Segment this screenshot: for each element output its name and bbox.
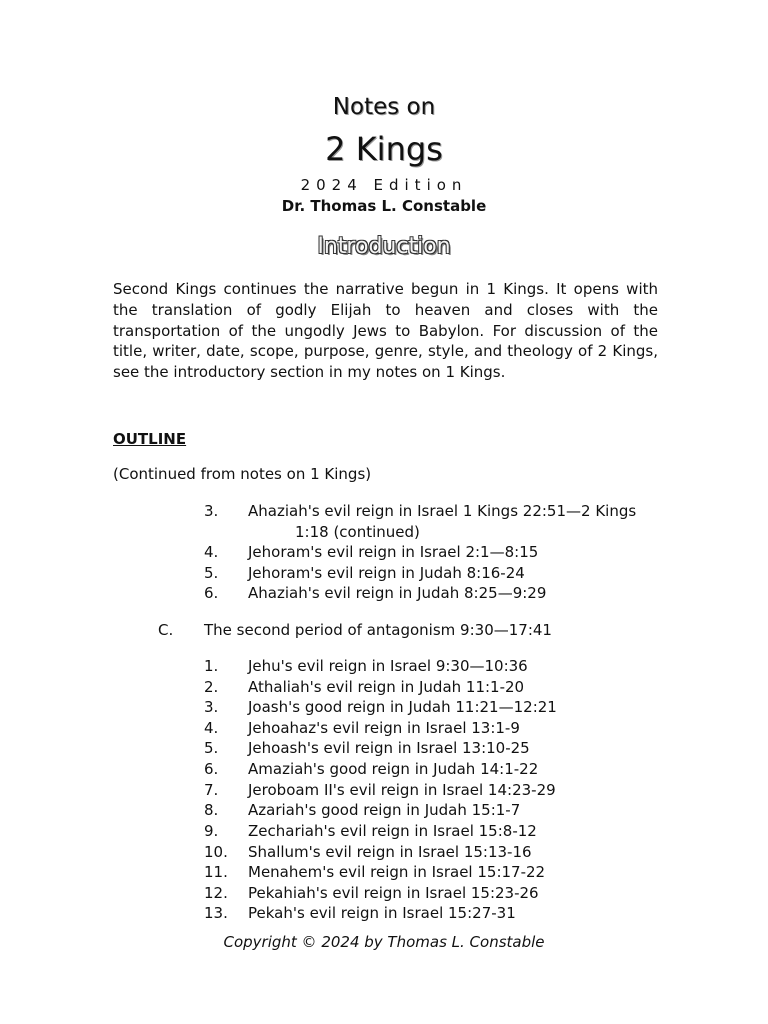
outline-item-number: 1. — [204, 657, 219, 675]
outline-item-text: Pekahiah's evil reign in Israel 15:23-26 — [248, 884, 539, 902]
notes-on-heading: Notes on — [332, 94, 436, 120]
edition-label: 2024 Edition — [300, 176, 468, 194]
outline-heading: OUTLINE — [113, 430, 187, 448]
outline-item — [204, 697, 659, 718]
outline-item-number: 11. — [204, 863, 228, 881]
outline-item — [204, 800, 659, 821]
outline-section-text: The second period of antagonism 9:30—17:41 — [204, 621, 552, 639]
outline-item-text: Jehoash's evil reign in Israel 13:10-25 — [248, 739, 530, 757]
outline-item — [204, 780, 659, 801]
outline-item-text — [248, 501, 659, 542]
outline-item-number: 4. — [204, 719, 219, 737]
outline-item-number: 3. — [204, 698, 219, 716]
outline-item-text: Amaziah's good reign in Judah 14:1-22 — [248, 760, 539, 778]
outline-item-number: 12. — [204, 884, 228, 902]
outline-item — [204, 738, 659, 759]
outline-item — [204, 821, 659, 842]
outline-item — [204, 903, 659, 924]
outline-item-text: Jehu's evil reign in Israel 9:30—10:36 — [248, 657, 528, 675]
outline-item-number: 3. — [204, 502, 219, 520]
outline-item-number: 7. — [204, 781, 219, 799]
outline-item-text: Menahem's evil reign in Israel 15:17-22 — [248, 863, 546, 881]
copyright-footer: Copyright © 2024 by Thomas L. Constable — [223, 933, 545, 951]
outline-item — [204, 563, 659, 584]
outline-item — [204, 883, 659, 904]
outline-item-text: Ahaziah's evil reign in Judah 8:25—9:29 — [248, 584, 547, 602]
outline-item-text: Pekah's evil reign in Israel 15:27-31 — [248, 904, 516, 922]
outline-item-text: Azariah's good reign in Judah 15:1-7 — [248, 801, 521, 819]
outline-item — [204, 718, 659, 739]
outline-item-text: Joash's good reign in Judah 11:21—12:21 — [248, 698, 557, 716]
introduction-paragraph: Second Kings continues the narrative begun in 1 Kings. It opens with the translation of godly Elijah to heaven and closes with the transportation of the ungodly Jews to Babylon. For discussion of the title, writer, date, scope, purpose, genre, style, and theology of 2 Kings, see the introductory section in my notes on 1 Kings. — [113, 280, 658, 382]
outline-item — [204, 759, 659, 780]
outline-item — [204, 501, 659, 543]
outline-item-number: 8. — [204, 801, 219, 819]
outline-item-text: Zechariah's evil reign in Israel 15:8-12 — [248, 822, 537, 840]
continued-note: (Continued from notes on 1 Kings) — [113, 465, 372, 483]
outline-item-text: Shallum's evil reign in Israel 15:13-16 — [248, 843, 532, 861]
outline-item-text: Jehoram's evil reign in Israel 2:1—8:15 — [248, 543, 539, 561]
outline-item-text-line1: Ahaziah's evil reign in Israel 1 Kings 22:51—2 Kings — [248, 502, 637, 520]
introduction-heading: Introduction — [317, 234, 451, 259]
outline-item — [204, 862, 659, 883]
outline-item-number: 10. — [204, 843, 228, 861]
outline-section-letter: C. — [158, 621, 174, 639]
outline-item — [204, 656, 659, 677]
outline-item-number: 4. — [204, 543, 219, 561]
outline-item-text: Athaliah's evil reign in Judah 11:1-20 — [248, 678, 525, 696]
outline-item-number: 6. — [204, 584, 219, 602]
outline-item — [204, 677, 659, 698]
outline-item-number: 2. — [204, 678, 219, 696]
outline-item-text: Jehoram's evil reign in Judah 8:16-24 — [248, 564, 525, 582]
outline-item-text-continued: 1:18 (continued) — [295, 522, 420, 541]
outline-item-number: 5. — [204, 739, 219, 757]
outline-item-number: 5. — [204, 564, 219, 582]
outline-item — [204, 583, 659, 604]
outline-item-text: Jehoahaz's evil reign in Israel 13:1-9 — [248, 719, 520, 737]
author-name: Dr. Thomas L. Constable — [281, 197, 487, 215]
outline-item — [204, 842, 659, 863]
outline-item — [204, 542, 659, 563]
outline-item-text: Jeroboam II's evil reign in Israel 14:23-29 — [248, 781, 556, 799]
outline-item-number: 13. — [204, 904, 228, 922]
outline-item-number: 9. — [204, 822, 219, 840]
outline-item-number: 6. — [204, 760, 219, 778]
book-title: 2 Kings — [325, 130, 443, 168]
